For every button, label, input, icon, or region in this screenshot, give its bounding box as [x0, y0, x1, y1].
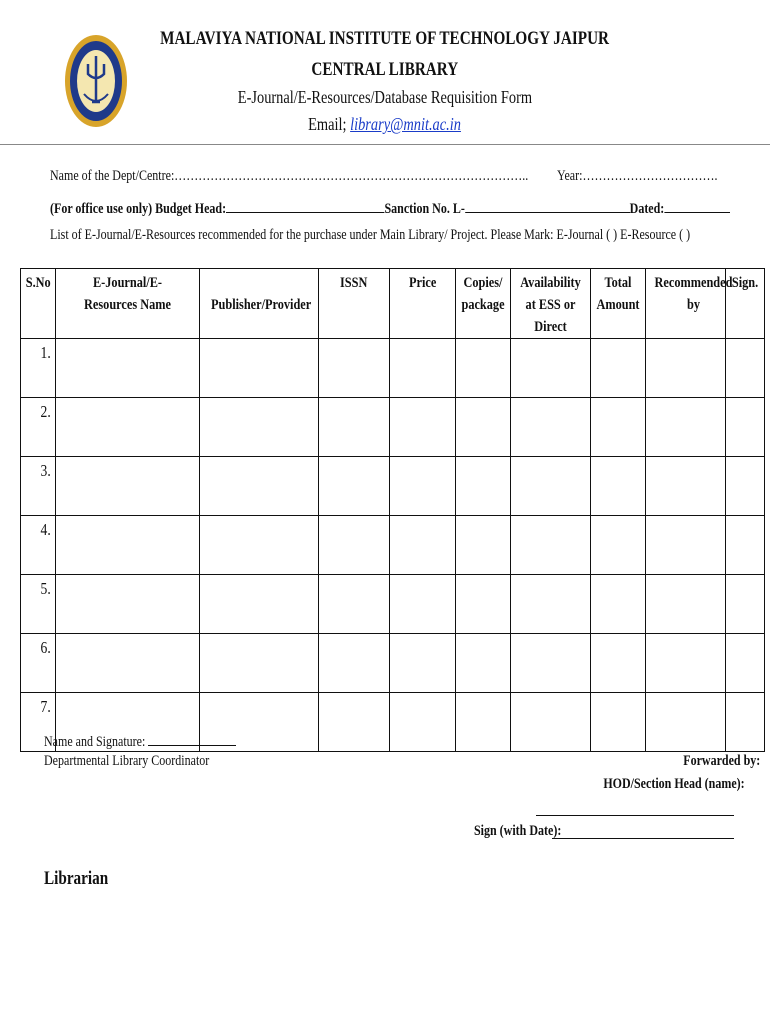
instruction-text: List of E-Journal/E-Resources recommended for the purchase under Main Library/ Project. Please Mark: E-Journal ( ) E-Resource ( ) — [50, 227, 691, 243]
year-field[interactable]: Year:……………………………. — [557, 168, 718, 184]
table-cell[interactable] — [456, 575, 511, 634]
name-signature-row — [44, 731, 284, 751]
institute-name: MALAVIYA NATIONAL INSTITUTE OF TECHNOLOGY JAIPUR — [160, 28, 610, 49]
col-header-sign: Sign. — [726, 269, 765, 339]
table-cell[interactable] — [390, 693, 456, 752]
table-cell[interactable] — [56, 398, 200, 457]
forwarded-label: Forwarded by: — [683, 753, 760, 769]
table-row — [21, 457, 765, 516]
col-header-sno: S.No — [21, 269, 56, 339]
table-cell[interactable] — [646, 575, 726, 634]
table-cell[interactable] — [511, 457, 591, 516]
table-cell[interactable] — [646, 634, 726, 693]
row-number: 2. — [21, 398, 56, 457]
table-row — [21, 398, 765, 457]
name-signature-label: Name and Signature: — [44, 734, 149, 750]
requisition-table — [20, 268, 765, 752]
hod-label: HOD/Section Head (name): — [603, 776, 745, 792]
table-cell[interactable] — [456, 693, 511, 752]
table-cell[interactable] — [591, 398, 646, 457]
table-cell[interactable] — [390, 457, 456, 516]
table-cell[interactable] — [511, 339, 591, 398]
col-header-recommended: Recommended by — [646, 269, 726, 339]
table-cell[interactable] — [511, 634, 591, 693]
table-cell[interactable] — [646, 516, 726, 575]
table-cell[interactable] — [591, 693, 646, 752]
email-line — [0, 114, 770, 135]
table-cell[interactable] — [390, 516, 456, 575]
table-cell[interactable] — [319, 693, 390, 752]
table-cell[interactable] — [390, 634, 456, 693]
form-title: E-Journal/E-Resources/Database Requisition Form — [237, 87, 533, 107]
table-cell[interactable] — [726, 457, 765, 516]
budget-head-label: (For office use only) Budget Head: — [50, 201, 227, 217]
table-cell[interactable] — [200, 516, 319, 575]
sign-date-label: Sign (with Date): — [474, 823, 562, 839]
table-cell[interactable] — [200, 575, 319, 634]
table-cell[interactable] — [726, 634, 765, 693]
table-header-row — [21, 269, 765, 339]
email-label: Email; — [308, 114, 351, 134]
row-number: 5. — [21, 575, 56, 634]
library-name: CENTRAL LIBRARY — [311, 59, 459, 80]
table-cell[interactable] — [319, 575, 390, 634]
table-cell[interactable] — [319, 516, 390, 575]
header-divider — [0, 144, 770, 145]
row-number: 4. — [21, 516, 56, 575]
budget-head-field[interactable] — [226, 198, 384, 213]
name-signature-field[interactable] — [148, 731, 236, 746]
dept-field[interactable]: Name of the Dept/Centre:…………………………………………………………………………….. — [50, 168, 529, 184]
table-row — [21, 634, 765, 693]
table-cell[interactable] — [390, 339, 456, 398]
table-cell[interactable] — [456, 398, 511, 457]
row-number: 7. — [21, 693, 56, 752]
table-cell[interactable] — [390, 575, 456, 634]
hod-name-line[interactable] — [536, 815, 734, 816]
table-cell[interactable] — [56, 634, 200, 693]
table-cell[interactable] — [319, 339, 390, 398]
librarian-label: Librarian — [44, 868, 109, 889]
table-cell[interactable] — [591, 457, 646, 516]
table-cell[interactable] — [646, 457, 726, 516]
sanction-label: Sanction No. L- — [384, 201, 465, 217]
table-cell[interactable] — [200, 398, 319, 457]
table-cell[interactable] — [456, 339, 511, 398]
table-cell[interactable] — [726, 516, 765, 575]
office-use-row — [50, 198, 770, 218]
table-cell[interactable] — [456, 457, 511, 516]
sign-date-line[interactable] — [552, 838, 734, 839]
table-cell[interactable] — [511, 398, 591, 457]
row-number: 3. — [21, 457, 56, 516]
table-cell[interactable] — [646, 339, 726, 398]
col-header-price: Price — [390, 269, 456, 339]
table-cell[interactable] — [646, 398, 726, 457]
table-cell[interactable] — [319, 398, 390, 457]
table-cell[interactable] — [56, 516, 200, 575]
table-cell[interactable] — [319, 634, 390, 693]
table-cell[interactable] — [511, 575, 591, 634]
row-number: 6. — [21, 634, 56, 693]
table-cell[interactable] — [319, 457, 390, 516]
col-header-issn: ISSN — [319, 269, 390, 339]
row-number: 1. — [21, 339, 56, 398]
table-cell[interactable] — [726, 398, 765, 457]
table-cell[interactable] — [456, 634, 511, 693]
col-header-copies: Copies/ package — [456, 269, 511, 339]
table-cell[interactable] — [591, 575, 646, 634]
table-cell[interactable] — [591, 634, 646, 693]
col-header-publisher: Publisher/Provider — [200, 269, 319, 339]
table-cell[interactable] — [56, 457, 200, 516]
table-row — [21, 575, 765, 634]
table-row — [21, 516, 765, 575]
table-cell[interactable] — [390, 398, 456, 457]
table-cell[interactable] — [726, 575, 765, 634]
table-cell[interactable] — [726, 339, 765, 398]
table-row — [21, 339, 765, 398]
sanction-field[interactable] — [465, 198, 630, 213]
dated-label: Dated: — [629, 201, 665, 217]
table-cell[interactable] — [591, 516, 646, 575]
table-cell[interactable] — [56, 575, 200, 634]
table-cell[interactable] — [726, 693, 765, 752]
table-cell[interactable] — [646, 693, 726, 752]
col-header-availability: Availability at ESS or Direct — [511, 269, 591, 339]
col-header-name: E-Journal/E-Resources Name — [56, 269, 200, 339]
table-cell[interactable] — [200, 457, 319, 516]
table-cell[interactable] — [200, 634, 319, 693]
table-cell[interactable] — [511, 693, 591, 752]
dated-field[interactable] — [664, 198, 730, 213]
col-header-total: Total Amount — [591, 269, 646, 339]
email-link[interactable]: library@mnit.ac.in — [350, 114, 462, 134]
coordinator-label: Departmental Library Coordinator — [44, 753, 210, 769]
table-cell[interactable] — [591, 339, 646, 398]
table-cell[interactable] — [511, 516, 591, 575]
table-cell[interactable] — [200, 339, 319, 398]
table-cell[interactable] — [56, 339, 200, 398]
table-cell[interactable] — [456, 516, 511, 575]
